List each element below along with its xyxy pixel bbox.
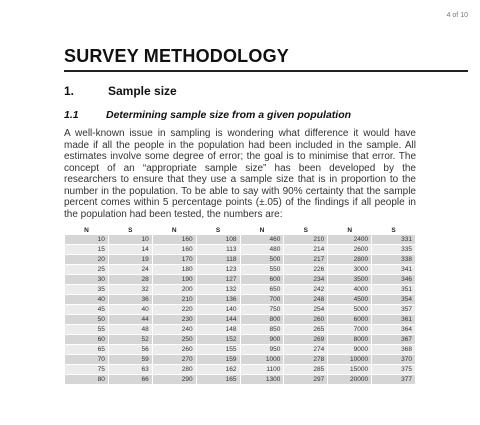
table-cell: 152 [197, 335, 240, 344]
table-cell: 3000 [328, 265, 371, 274]
table-row [65, 305, 415, 314]
table-cell: 270 [153, 355, 196, 364]
table-cell: 1300 [241, 375, 284, 384]
table-cell: 210 [284, 235, 327, 244]
table-row [65, 275, 415, 284]
table-cell: 9000 [328, 345, 371, 354]
table-cell: 234 [284, 275, 327, 284]
table-cell: 800 [241, 315, 284, 324]
table-cell: 230 [153, 315, 196, 324]
table-row [65, 335, 415, 344]
table-cell: 364 [372, 325, 415, 334]
table-header-row [65, 226, 415, 234]
table-row [65, 265, 415, 274]
table-cell: 10000 [328, 355, 371, 364]
table-cell: 108 [197, 235, 240, 244]
table-cell: 200 [153, 285, 196, 294]
table-cell: 10 [109, 235, 152, 244]
table-cell: 56 [109, 345, 152, 354]
table-cell: 50 [65, 315, 108, 324]
table-cell: 357 [372, 305, 415, 314]
table-cell: 367 [372, 335, 415, 344]
table-cell: 40 [109, 305, 152, 314]
table-cell: 290 [153, 375, 196, 384]
table-cell: 1100 [241, 365, 284, 374]
table-cell: 331 [372, 235, 415, 244]
table-cell: 500 [241, 255, 284, 264]
table-cell: 900 [241, 335, 284, 344]
table-cell: 297 [284, 375, 327, 384]
table-cell: 63 [109, 365, 152, 374]
table-cell: 346 [372, 275, 415, 284]
table-cell: 136 [197, 295, 240, 304]
table-cell: 6000 [328, 315, 371, 324]
table-cell: 600 [241, 275, 284, 284]
table-header-cell: S [197, 226, 240, 234]
table-cell: 214 [284, 245, 327, 254]
table-cell: 24 [109, 265, 152, 274]
table-cell: 25 [65, 265, 108, 274]
table-row [65, 325, 415, 334]
table-cell: 460 [241, 235, 284, 244]
table-cell: 260 [284, 315, 327, 324]
table-cell: 148 [197, 325, 240, 334]
table-row [65, 285, 415, 294]
table-cell: 950 [241, 345, 284, 354]
table-cell: 180 [153, 265, 196, 274]
table-row [65, 315, 415, 324]
table-cell: 354 [372, 295, 415, 304]
section-number: 1. [64, 84, 75, 98]
table-cell: 170 [153, 255, 196, 264]
table-cell: 66 [109, 375, 152, 384]
table-row [65, 245, 415, 254]
page-indicator: 4 of 10 [446, 12, 468, 19]
table-cell: 377 [372, 375, 415, 384]
table-row [65, 295, 415, 304]
table-cell: 15 [65, 245, 108, 254]
table-cell: 4000 [328, 285, 371, 294]
title-divider [64, 70, 468, 72]
table-cell: 190 [153, 275, 196, 284]
table-cell: 2400 [328, 235, 371, 244]
table-cell: 123 [197, 265, 240, 274]
table-cell: 60 [65, 335, 108, 344]
table-header-cell: S [284, 226, 327, 234]
table-row [65, 375, 415, 384]
table-cell: 242 [284, 285, 327, 294]
table-cell: 160 [153, 235, 196, 244]
table-cell: 750 [241, 305, 284, 314]
body-paragraph: A well-known issue in sampling is wondering what difference it would have made if all the people in the population had been included in the sample. All estimates involve some degree of error; the goal is to minimise that error. The concept of an “appropriate sample size” has been developed by the researchers to ensure that they use a sample size that is in proportion to the number in the population. To be able to say with 90% certainty that the sample percent comes within 5 percentage points (±.05) of the findings if all people in the population had been tested, the numbers are: [64, 128, 416, 220]
table-cell: 550 [241, 265, 284, 274]
table-cell: 80 [65, 375, 108, 384]
table-cell: 220 [153, 305, 196, 314]
table-cell: 59 [109, 355, 152, 364]
table-cell: 52 [109, 335, 152, 344]
table-cell: 269 [284, 335, 327, 344]
table-cell: 260 [153, 345, 196, 354]
table-cell: 5000 [328, 305, 371, 314]
table-cell: 254 [284, 305, 327, 314]
table-cell: 226 [284, 265, 327, 274]
table-row [65, 235, 415, 244]
table-cell: 217 [284, 255, 327, 264]
table-cell: 368 [372, 345, 415, 354]
table-row [65, 255, 415, 264]
table-cell: 285 [284, 365, 327, 374]
table-cell: 19 [109, 255, 152, 264]
sample-size-table [64, 225, 416, 385]
table-cell: 20000 [328, 375, 371, 384]
table-cell: 361 [372, 315, 415, 324]
table-body [65, 235, 415, 384]
table-cell: 65 [65, 345, 108, 354]
table-cell: 370 [372, 355, 415, 364]
table-cell: 1000 [241, 355, 284, 364]
table-cell: 75 [65, 365, 108, 374]
page-title: SURVEY METHODOLOGY [64, 46, 289, 66]
subsection-title: Determining sample size from a given population [106, 109, 352, 121]
table-row [65, 365, 415, 374]
table-cell: 335 [372, 245, 415, 254]
subsection-number: 1.1 [64, 109, 79, 121]
table-header-cell: N [241, 226, 284, 234]
table-cell: 140 [197, 305, 240, 314]
table-cell: 144 [197, 315, 240, 324]
table-cell: 700 [241, 295, 284, 304]
table-cell: 32 [109, 285, 152, 294]
table-cell: 70 [65, 355, 108, 364]
table-cell: 341 [372, 265, 415, 274]
table-cell: 3500 [328, 275, 371, 284]
table-cell: 850 [241, 325, 284, 334]
table-cell: 10 [65, 235, 108, 244]
table-cell: 4500 [328, 295, 371, 304]
table-header-cell: N [65, 226, 108, 234]
table-row [65, 345, 415, 354]
table-cell: 375 [372, 365, 415, 374]
table-cell: 14 [109, 245, 152, 254]
table-cell: 118 [197, 255, 240, 264]
section-title: Sample size [108, 84, 177, 98]
table-cell: 650 [241, 285, 284, 294]
table-cell: 132 [197, 285, 240, 294]
table-cell: 48 [109, 325, 152, 334]
table-cell: 250 [153, 335, 196, 344]
table-cell: 165 [197, 375, 240, 384]
table-cell: 278 [284, 355, 327, 364]
table-cell: 480 [241, 245, 284, 254]
table-cell: 280 [153, 365, 196, 374]
table-cell: 2600 [328, 245, 371, 254]
section-heading [64, 84, 177, 98]
table-cell: 15000 [328, 365, 371, 374]
table-row [65, 355, 415, 364]
table-cell: 30 [65, 275, 108, 284]
table-cell: 351 [372, 285, 415, 294]
table-cell: 265 [284, 325, 327, 334]
table-cell: 210 [153, 295, 196, 304]
table-header-cell: S [372, 226, 415, 234]
table-cell: 36 [109, 295, 152, 304]
table-cell: 45 [65, 305, 108, 314]
table-cell: 274 [284, 345, 327, 354]
table-cell: 160 [153, 245, 196, 254]
table-cell: 44 [109, 315, 152, 324]
table-cell: 8000 [328, 335, 371, 344]
table-cell: 248 [284, 295, 327, 304]
table-header-cell: S [109, 226, 152, 234]
table-cell: 7000 [328, 325, 371, 334]
table-cell: 20 [65, 255, 108, 264]
table-cell: 127 [197, 275, 240, 284]
table-cell: 240 [153, 325, 196, 334]
table-cell: 2800 [328, 255, 371, 264]
table-header-cell: N [153, 226, 196, 234]
table-cell: 113 [197, 245, 240, 254]
table-cell: 40 [65, 295, 108, 304]
table-cell: 338 [372, 255, 415, 264]
table-cell: 155 [197, 345, 240, 354]
subsection-heading [64, 109, 351, 121]
table-cell: 35 [65, 285, 108, 294]
table-cell: 159 [197, 355, 240, 364]
table-cell: 162 [197, 365, 240, 374]
table-cell: 28 [109, 275, 152, 284]
table-header-cell: N [328, 226, 371, 234]
table-cell: 55 [65, 325, 108, 334]
